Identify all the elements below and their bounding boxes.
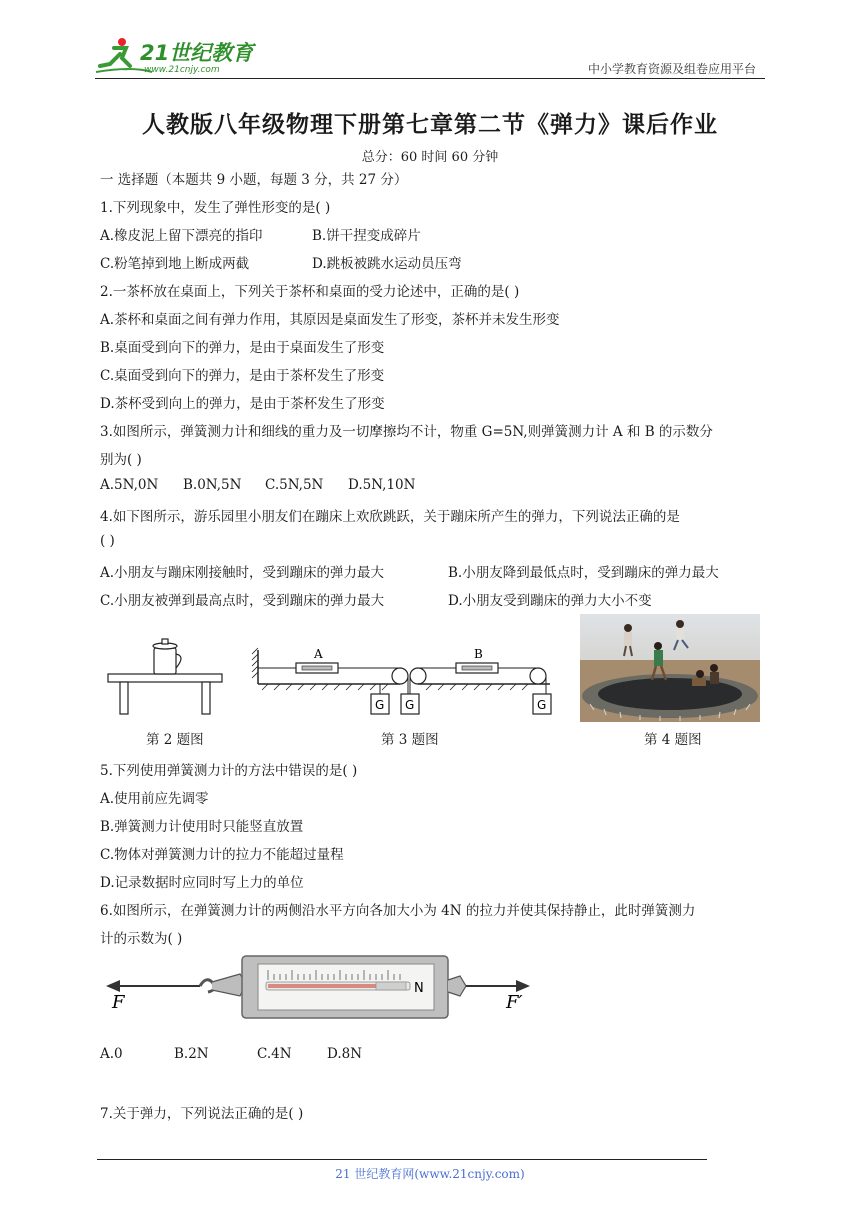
q5-option-a: A.使用前应先调零 xyxy=(100,791,209,807)
arrow-left-icon xyxy=(106,980,120,992)
q4-option-c: C.小朋友被弹到最高点时，受到蹦床的弹力最大 xyxy=(100,593,385,609)
footer-divider xyxy=(97,1159,707,1160)
q3-option-c: C.5N,5N xyxy=(265,477,324,493)
cup-icon xyxy=(153,639,181,674)
q5-stem: 5.下列使用弹簧测力计的方法中错误的是( ) xyxy=(100,763,358,779)
q6-option-c: C.4N xyxy=(257,1046,292,1062)
figure-caption-q3: 第 3 题图 xyxy=(381,732,439,748)
q6-option-a: A.0 xyxy=(100,1046,123,1062)
figure-q6-spring-scale xyxy=(100,952,540,1028)
svg-text:G: G xyxy=(405,698,415,712)
header-platform-text: 中小学教育资源及组卷应用平台 xyxy=(587,62,756,76)
q1-option-d: D.跳板被跳水运动员压弯 xyxy=(312,256,462,272)
header-divider xyxy=(95,78,765,79)
figure-caption-q4: 第 4 题图 xyxy=(644,732,702,748)
figure-caption-q2: 第 2 题图 xyxy=(146,732,204,748)
q4-stem-line1: 4.如下图所示，游乐园里小朋友们在蹦床上欢欣跳跃，关于蹦床所产生的弹力，下列说法正确的是 xyxy=(100,509,680,525)
q3-stem-line2: 别为( ) xyxy=(100,452,142,468)
q5-option-c: C.物体对弹簧测力计的拉力不能超过量程 xyxy=(100,847,344,863)
q6-option-b: B.2N xyxy=(174,1046,209,1062)
svg-text:G: G xyxy=(537,698,547,712)
q2-option-d: D.茶杯受到向上的弹力，是由于茶杯发生了形变 xyxy=(100,396,385,412)
q2-option-b: B.桌面受到向下的弹力，是由于桌面发生了形变 xyxy=(100,340,385,356)
q2-option-c: C.桌面受到向下的弹力，是由于茶杯发生了形变 xyxy=(100,368,385,384)
figure-q2-table-cup xyxy=(100,630,230,724)
svg-text:F: F xyxy=(112,992,125,1013)
figure-q3-spring-scales xyxy=(250,638,560,722)
svg-text:B: B xyxy=(474,647,483,661)
svg-text:A: A xyxy=(314,647,323,661)
q3-option-d: D.5N,10N xyxy=(348,477,416,493)
q4-option-a: A.小朋友与蹦床刚接触时，受到蹦床的弹力最大 xyxy=(100,565,385,581)
q2-option-a: A.茶杯和桌面之间有弹力作用，其原因是桌面发生了形变，茶杯并未发生形变 xyxy=(100,312,560,328)
svg-text:N: N xyxy=(414,981,424,996)
arrow-right-icon xyxy=(516,980,530,992)
q3-option-b: B.0N,5N xyxy=(183,477,242,493)
q1-option-a: A.橡皮泥上留下漂亮的指印 xyxy=(100,228,263,244)
q1-stem: 1.下列现象中，发生了弹性形变的是( ) xyxy=(100,200,331,216)
q1-option-c: C.粉笔掉到地上断成两截 xyxy=(100,256,250,272)
page-subtitle: 总分：60 时间 60 分钟 xyxy=(361,150,499,165)
q1-option-b: B.饼干捏变成碎片 xyxy=(312,228,421,244)
q5-option-d: D.记录数据时应同时写上力的单位 xyxy=(100,875,304,891)
svg-text:F′: F′ xyxy=(506,992,523,1013)
footer-text: 21 世纪教育网(www.21cnjy.com) xyxy=(335,1167,525,1181)
page-title: 人教版八年级物理下册第七章第二节《弹力》课后作业 xyxy=(142,112,718,138)
q6-option-d: D.8N xyxy=(327,1046,363,1062)
q4-option-d: D.小朋友受到蹦床的弹力大小不变 xyxy=(448,593,652,609)
svg-text:G: G xyxy=(375,698,385,712)
section-heading: 一 选择题（本题共 9 小题，每题 3 分，共 27 分） xyxy=(100,172,408,188)
q2-stem: 2.一茶杯放在桌面上，下列关于茶杯和桌面的受力论述中，正确的是( ) xyxy=(100,284,520,300)
q6-stem-line2: 计的示数为( ) xyxy=(100,931,183,947)
figure-q4-trampoline-photo xyxy=(580,614,760,726)
q3-stem-line1: 3.如图所示，弹簧测力计和细线的重力及一切摩擦均不计，物重 G=5N,则弹簧测力计 A 和 B 的示数分 xyxy=(100,424,713,440)
q5-option-b: B.弹簧测力计使用时只能竖直放置 xyxy=(100,819,304,835)
q6-stem-line1: 6.如图所示，在弹簧测力计的两侧沿水平方向各加大小为 4N 的拉力并使其保持静止，此时弹簧测力 xyxy=(100,903,696,919)
q4-stem-line2: ( ) xyxy=(100,533,115,549)
site-logo xyxy=(92,36,262,78)
svg-text:www.21cnjy.com: www.21cnjy.com xyxy=(144,65,220,75)
q4-option-b: B.小朋友降到最低点时，受到蹦床的弹力最大 xyxy=(448,565,719,581)
svg-text:21世纪教育: 21世纪教育 xyxy=(140,41,254,65)
q3-option-a: A.5N,0N xyxy=(100,477,159,493)
q7-stem: 7.关于弹力，下列说法正确的是( ) xyxy=(100,1106,304,1122)
